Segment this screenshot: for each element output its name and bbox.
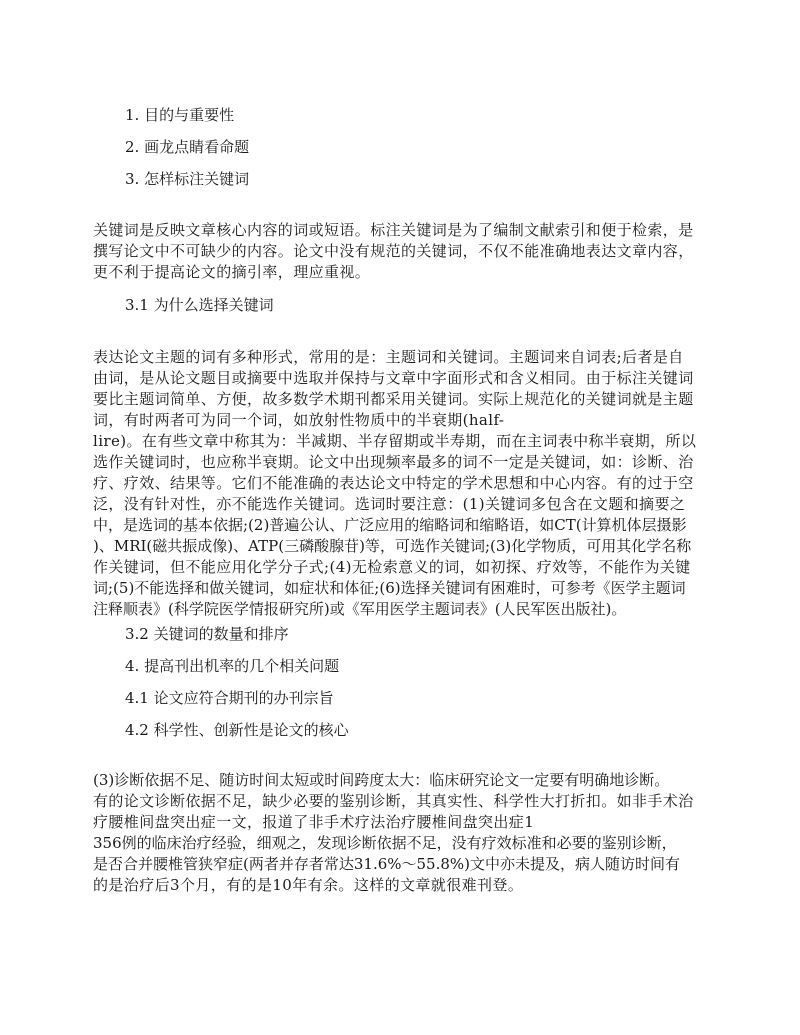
paragraph-keyword-selection xyxy=(93,347,719,620)
paragraph-line: 有的论文诊断依据不足，缺少必要的鉴别诊断，其真实性、科学性大打折扣。如非手术治 xyxy=(93,792,694,810)
paragraph-line: 要比主题词简单、方便，故多数学术期刊都采用关键词。实际上规范化的关键词就是主题 xyxy=(93,390,694,408)
heading-4-1: 4.1 论文应符合期刊的办刊宗旨 xyxy=(125,689,334,707)
paragraph-line: )、MRI(磁共振成像)、ATP(三磷酸腺苷)等，可选作关键词;(3)化学物质，可用其化学名称 xyxy=(93,537,692,555)
paragraph-line: 是否合并腰椎管狭窄症(两者并存者常达31.6%～55.8%)文中亦未提及，病人随访时间有 xyxy=(93,855,681,873)
paragraph-line: 356例的临床治疗经验，细观之，发现诊断依据不足，没有疗效标准和必要的鉴别诊断， xyxy=(93,834,677,852)
heading-3: 3. 怎样标注关键词 xyxy=(125,170,250,188)
paragraph-line: 更不利于提高论文的摘引率，理应重视。 xyxy=(93,263,371,281)
paragraph-line: 疗腰椎间盘突出症一文，报道了非手术疗法治疗腰椎间盘突出症1 xyxy=(93,813,535,831)
heading-4: 4. 提高刊出机率的几个相关问题 xyxy=(125,657,340,675)
paragraph-line: 作关键词，但不能应用化学分子式;(4)无检索意义的词，如初探、疗效等，不能作为关键 xyxy=(93,558,691,576)
paragraph-diagnosis xyxy=(93,770,719,896)
heading-3-2: 3.2 关键词的数量和排序 xyxy=(125,625,289,643)
paragraph-line: 选作关键词时，也应称半衰期。论文中出现频率最多的词不一定是关键词，如：诊断、治 xyxy=(93,453,694,471)
paragraph-line: 关键词是反映文章核心内容的词或短语。标注关键词是为了编制文献索引和便于检索，是 xyxy=(93,221,694,239)
paragraph-line: 的是治疗后3个月，有的是10年有余。这样的文章就很难刊登。 xyxy=(93,876,524,894)
heading-2: 2. 画龙点睛看命题 xyxy=(125,138,250,156)
heading-1: 1. 目的与重要性 xyxy=(125,106,235,124)
heading-4-2: 4.2 科学性、创新性是论文的核心 xyxy=(125,721,349,739)
paragraph-line: lire)。在有些文章中称其为：半减期、半存留期或半寿期，而在主词表中称半衰期，所以 xyxy=(93,432,697,450)
paragraph-line: 词，有时两者可为同一个词，如放射性物质中的半衰期(half- xyxy=(93,411,505,429)
paragraph-keywords-intro xyxy=(93,220,719,283)
paragraph-line: 泛，没有针对性，亦不能选作关键词。选词时要注意：(1)关键词多包含在文题和摘要之 xyxy=(93,495,686,513)
paragraph-line: 注释顺表》(科学院医学情报研究所)或《军用医学主题词表》(人民军医出版社)。 xyxy=(93,600,627,618)
heading-3-1: 3.1 为什么选择关键词 xyxy=(125,296,274,314)
paragraph-line: 中，是选词的基本依据;(2)普遍公认、广泛应用的缩略词和缩略语，如CT(计算机体层摄影 xyxy=(93,516,687,534)
paragraph-line: 由词，是从论文题目或摘要中选取并保持与文章中字面形式和含义相同。由于标注关键词 xyxy=(93,369,694,387)
paragraph-line: 疗、疗效、结果等。它们不能准确的表达论文中特定的学术思想和中心内容。有的过于空 xyxy=(93,474,694,492)
paragraph-line: 词;(5)不能选择和做关键词，如症状和体征;(6)选择关键词有困难时，可参考《医学主题词 xyxy=(93,579,686,597)
paragraph-line: (3)诊断依据不足、随访时间太短或时间跨度太大：临床研究论文一定要有明确地诊断。 xyxy=(93,771,670,789)
paragraph-line: 撰写论文中不可缺少的内容。论文中没有规范的关键词，不仅不能准确地表达文章内容， xyxy=(93,242,694,260)
paragraph-line: 表达论文主题的词有多种形式，常用的是：主题词和关键词。主题词来自词表;后者是自 xyxy=(93,348,684,366)
